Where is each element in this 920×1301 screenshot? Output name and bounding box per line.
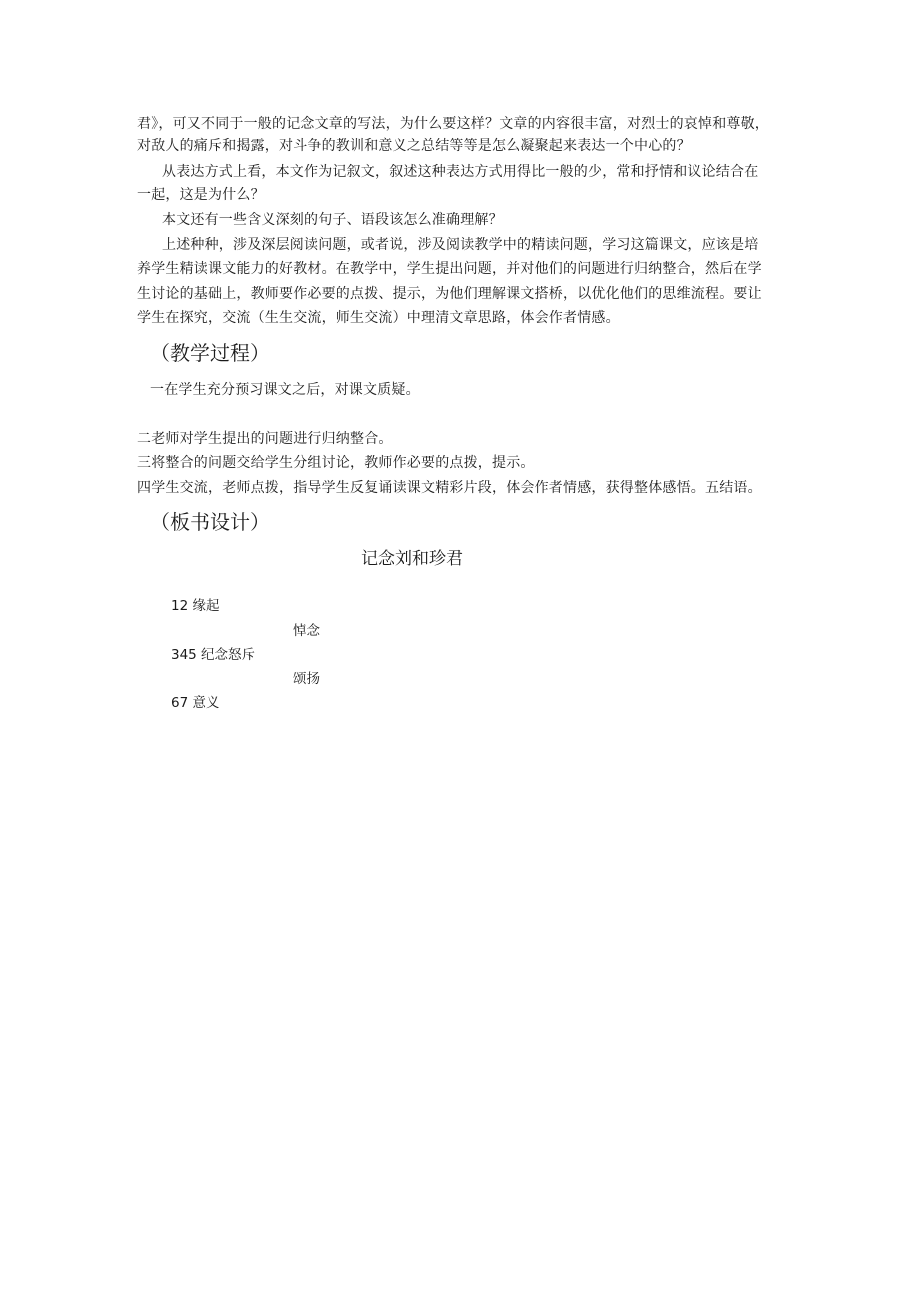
paragraph-2-line-1: 从表达方式上看，本文作为记叙文，叙述这种表达方式用得比一般的少，常和抒情和议论结合在: [162, 164, 759, 180]
board-row-commemorate: 345 纪念怒斥: [171, 647, 256, 663]
teaching-step-3: 三将整合的问题交给学生分组讨论，教师作必要的点拨，提示。: [137, 455, 535, 471]
board-row-origin: 12 缘起: [171, 598, 220, 614]
teaching-step-2: 二老师对学生提出的问题进行归纳整合。: [137, 431, 393, 447]
paragraph-3: 本文还有一些含义深刻的句子、语段该怎么准确理解？: [162, 212, 503, 228]
paragraph-4-line-1: 上述种种，涉及深层阅读问题，或者说，涉及阅读教学中的精读问题，学习这篇课文，应该是培: [162, 237, 759, 253]
board-title: 记念刘和珍君: [361, 549, 463, 569]
board-row-meaning: 67 意义: [171, 695, 220, 711]
board-design-heading: （板书设计）: [150, 510, 270, 534]
paragraph-4-line-4: 学生在探究，交流（生生交流，师生交流）中理清文章思路，体会作者情感。: [137, 310, 620, 326]
paragraph-4-line-2: 养学生精读课文能力的好教材。在教学中，学生提出问题，并对他们的问题进行归纳整合，然后在学: [137, 261, 762, 277]
paragraph-1-line-2: 对敌人的痛斥和揭露，对斗争的教训和意义之总结等等是怎么凝聚起来表达一个中心的？: [137, 138, 691, 154]
board-row-praise: 颂扬: [293, 671, 320, 687]
board-row-mourning: 悼念: [293, 623, 320, 639]
teaching-step-4: 四学生交流，老师点拨，指导学生反复诵读课文精彩片段，体会作者情感，获得整体感悟。五结语。: [137, 480, 762, 496]
teaching-process-heading: （教学过程）: [150, 341, 270, 365]
teaching-step-1: 一在学生充分预习课文之后，对课文质疑。: [150, 382, 420, 398]
paragraph-1-line-1: 君》，可又不同于一般的记念文章的写法，为什么要这样？文章的内容很丰富，对烈士的哀悼和尊敬，: [137, 116, 769, 132]
paragraph-4-line-3: 生讨论的基础上，教师要作必要的点拨、提示，为他们理解课文搭桥，以优化他们的思维流程。要让: [137, 286, 762, 302]
paragraph-2-line-2: 一起，这是为什么？: [137, 187, 265, 203]
